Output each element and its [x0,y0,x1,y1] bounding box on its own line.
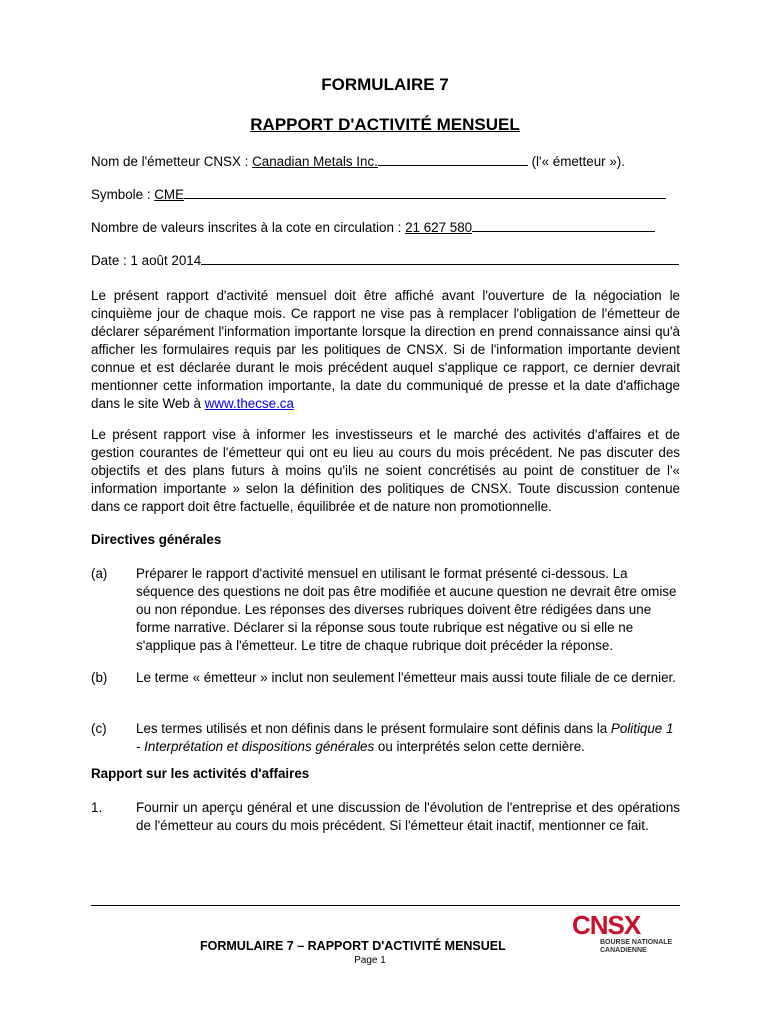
logo-wordmark: CNSX [572,910,641,940]
footer-divider [91,905,680,906]
form-title: FORMULAIRE 7 [321,75,449,94]
symbol-label: Symbole : [91,187,155,202]
intro-paragraph-1-text: Le présent rapport d'activité mensuel doit être affiché avant l'ouverture de la négociation le cinquième jour de chaque mois. Ce rapport ne vise pas à remplacer l'obligation de l'émetteur de déclarer séparément l'information importante lorsque la direction en prend connaissance ainsi qu'à afficher les formulaires requis par les politiques de CNSX. Si de l'information importante devient connue et est déclarée durant le mois précédent auquel s'applique ce rapport, ce dernier devrait mentionner cette information importante, la date du communiqué de presse et la date d'affichage dans le site Web à [91,288,680,411]
date-blank [201,252,679,265]
directive-b-text: Le terme « émetteur » inclut non seulement l'émetteur mais aussi toute filiale de ce dernier. [136,670,676,685]
issuer-label: Nom de l'émetteur CNSX : [91,154,253,169]
directive-c-text-before: Les termes utilisés et non définis dans le présent formulaire sont définis dans la [136,721,611,736]
securities-value: 21 627 580 [405,220,473,235]
intro-paragraph-1 [91,287,680,413]
issuer-field [91,153,625,170]
securities-label: Nombre de valeurs inscrites à la cote en circulation : [91,220,406,235]
footer-title: FORMULAIRE 7 – RAPPORT D'ACTIVITÉ MENSUEL [200,939,506,953]
symbol-field [91,186,666,203]
directive-c-text [136,720,680,756]
cnsx-logo-graphic [572,910,682,958]
report-title: RAPPORT D'ACTIVITÉ MENSUEL [250,115,520,134]
directive-b-label: (b) [91,670,108,685]
thecse-link[interactable]: www.thecse.ca [204,396,294,411]
business-heading: Rapport sur les activités d'affaires [91,766,310,781]
issuer-value: Canadian Metals Inc. [252,154,378,169]
logo-line-2: CANADIENNE [600,947,647,954]
directive-a-label: (a) [91,566,108,581]
directive-c-label: (c) [91,721,107,736]
issuer-blank [378,153,528,166]
directive-c-text-after: ou interprétés selon cette dernière. [374,739,585,754]
issuer-suffix: (l'« émetteur »). [527,154,625,169]
intro-paragraph-2: Le présent rapport vise à informer les investisseurs et le marché des activités d'affaires et de gestion courantes de l'émetteur qui ont eu lieu au cours du mois précédent. Ne pas discuter des objectifs et des plans futurs à moins qu'ils ne soient concrétisés au point de constituer de l'« information importante » selon la définition des politiques de CNSX. Toute discussion contenue dans ce rapport doit être factuelle, équilibrée et de nature non promotionnelle. [91,427,680,514]
logo-line-1: BOURSE NATIONALE [600,939,673,946]
securities-blank [472,219,655,232]
symbol-value: CME [154,187,185,202]
securities-field [91,219,655,236]
date-value: 1 août 2014 [130,253,202,268]
directives-heading: Directives générales [91,532,222,547]
policy-reference: Politique 1 - Interprétation et dispositions générales [136,721,674,754]
business-item-1-label: 1. [91,800,103,815]
page-number: Page 1 [354,955,386,966]
date-field [91,252,679,269]
date-label: Date : [91,253,131,268]
business-item-1-text: Fournir un aperçu général et une discussion de l'évolution de l'entreprise et des opérations de l'émetteur au cours du mois précédent. Si l'émetteur était inactif, mentionner ce fait. [136,800,680,833]
cnsx-logo [572,910,682,961]
directive-a-text: Préparer le rapport d'activité mensuel en utilisant le format présenté ci-dessous. La séquence des questions ne doit pas être modifiée et aucune question ne devrait être omise ou non répondue. Les réponses des diverses rubriques doivent être rédigées dans une forme narrative. Déclarer si la réponse sous toute rubrique est négative ou si elle ne s'applique pas à l'émetteur. Le titre de chaque rubrique doit précéder la réponse. [136,566,677,653]
symbol-blank [184,186,666,199]
